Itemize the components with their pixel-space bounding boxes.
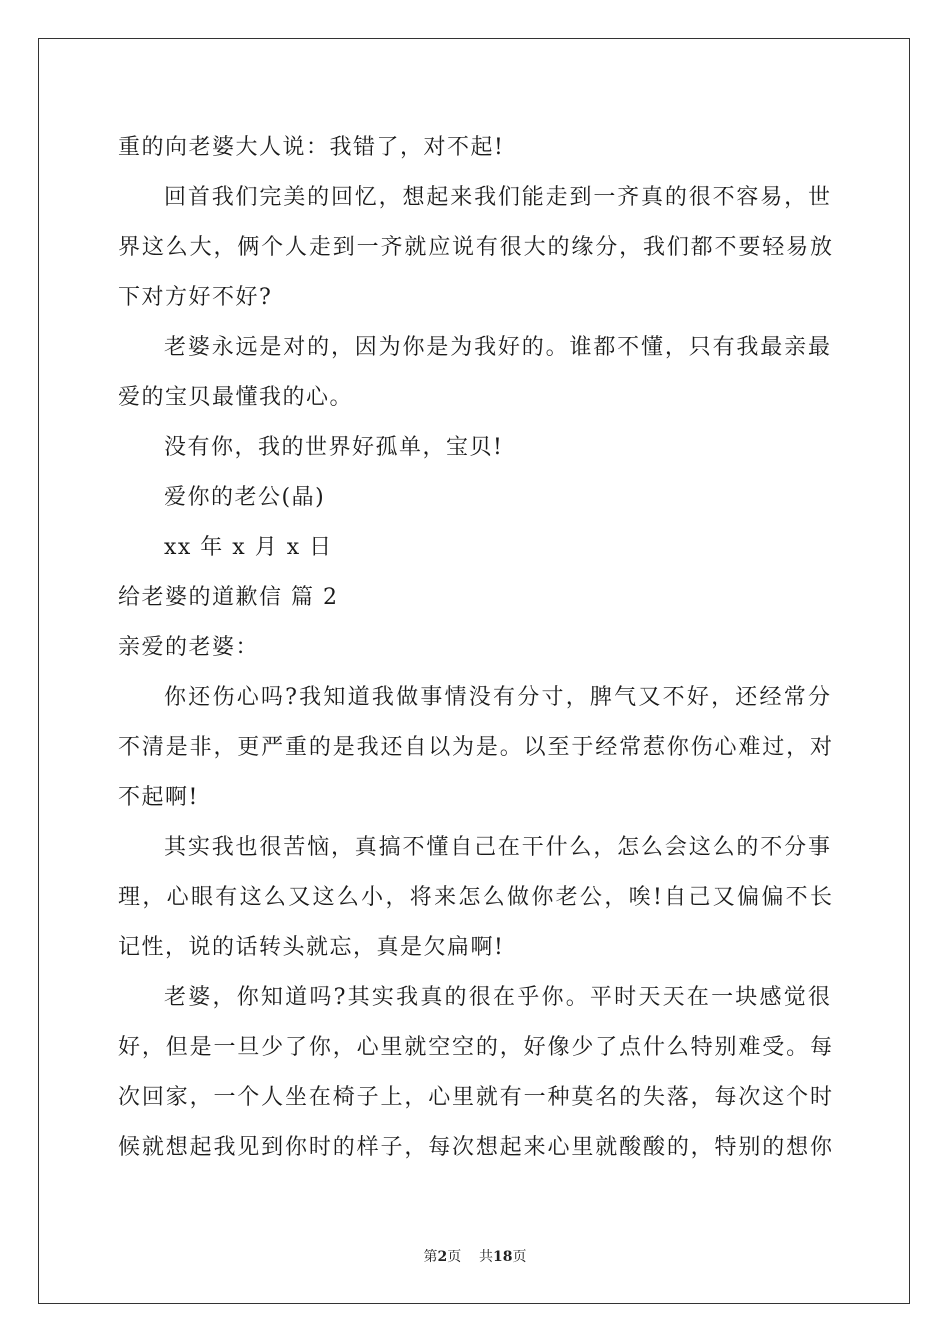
text-line: 下对方好不好? <box>118 285 273 310</box>
text-line: 界这么大，俩个人走到一齐就应说有很大的缘分，我们都不要轻易放 <box>118 235 832 260</box>
text-line: 不清是非，更严重的是我还自以为是。以至于经常惹你伤心难过，对 <box>118 735 832 760</box>
date-line: xx 年 x 月 x 日 <box>164 535 333 560</box>
text-line: 爱的宝贝最懂我的心。 <box>118 385 354 410</box>
text-line: 重的向老婆大人说：我错了，对不起! <box>118 135 505 160</box>
text-line: 其实我也很苦恼，真搞不懂自己在干什么，怎么会这么的不分事 <box>164 835 830 860</box>
signature-line: 爱你的老公(晶) <box>164 485 326 510</box>
total-suffix: 页 <box>512 1249 527 1265</box>
page-suffix: 页 <box>447 1249 462 1265</box>
text-line: 次回家，一个人坐在椅子上，心里就有一种莫名的失落，每次这个时 <box>118 1085 832 1110</box>
page-number: 2 <box>437 1249 448 1265</box>
text-line: 老婆永远是对的，因为你是为我好的。谁都不懂，只有我最亲最 <box>164 335 830 360</box>
page-border <box>38 38 910 1304</box>
total-pages: 18 <box>493 1249 513 1265</box>
page-footer <box>0 1248 950 1266</box>
text-line: 老婆，你知道吗?其实我真的很在乎你。平时天天在一块感觉很 <box>164 985 830 1010</box>
text-line: 回首我们完美的回忆，想起来我们能走到一齐真的很不容易，世 <box>164 185 830 210</box>
text-line: 记性，说的话转头就忘，真是欠扁啊! <box>118 935 505 960</box>
text-line: 好，但是一旦少了你，心里就空空的，好像少了点什么特别难受。每 <box>118 1035 832 1060</box>
text-line: 没有你，我的世界好孤单，宝贝! <box>164 435 504 460</box>
salutation: 亲爱的老婆： <box>118 635 260 660</box>
section-heading: 给老婆的道歉信 篇 2 <box>118 585 339 610</box>
text-line: 不起啊! <box>118 785 199 810</box>
text-line: 你还伤心吗?我知道我做事情没有分寸，脾气又不好，还经常分 <box>164 685 830 710</box>
text-line: 候就想起我见到你时的样子，每次想起来心里就酸酸的，特别的想你 <box>118 1135 832 1160</box>
page-prefix: 第 <box>423 1249 438 1265</box>
text-line: 理，心眼有这么又这么小，将来怎么做你老公，唉!自己又偏偏不长 <box>118 885 832 910</box>
total-prefix: 共 <box>479 1249 494 1265</box>
